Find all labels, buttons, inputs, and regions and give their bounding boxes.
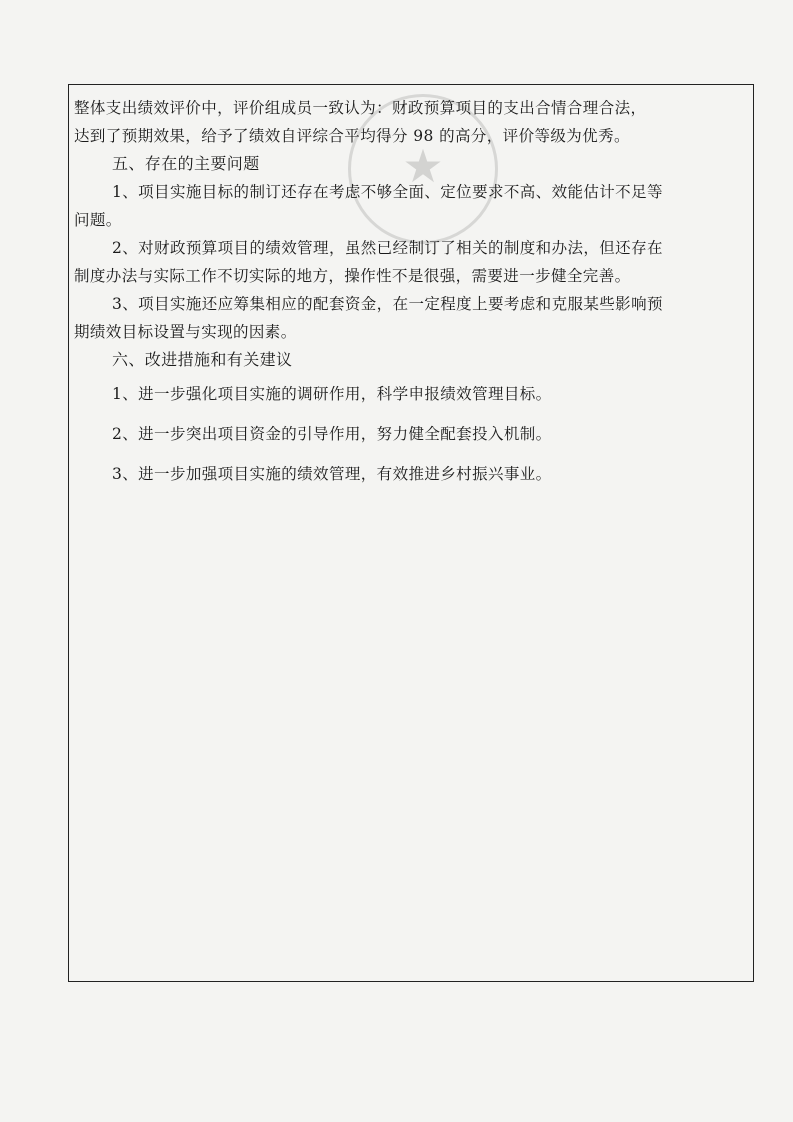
section-heading-suggestions: 六、改进措施和有关建议 [112, 350, 293, 369]
section-heading-problems: 五、存在的主要问题 [112, 154, 260, 173]
paragraph-line: 整体支出绩效评价中，评价组成员一致认为：财政预算项目的支出合情合理合法， [74, 99, 647, 117]
problem-item-1: 1、项目实施目标的制订还存在考虑不够全面、定位要求不高、效能估计不足等 [112, 183, 663, 201]
problem-item-2: 2、对财政预算项目的绩效管理，虽然已经制订了相关的制度和办法，但还存在 [112, 239, 663, 257]
suggestion-item-1: 1、进一步强化项目实施的调研作用，科学申报绩效管理目标。 [112, 385, 552, 403]
problem-item-3-cont: 期绩效目标设置与实现的因素。 [74, 323, 297, 341]
seal-star-icon: ★ [402, 139, 444, 193]
suggestion-item-2: 2、进一步突出项目资金的引导作用，努力健全配套投入机制。 [112, 425, 552, 443]
problem-item-1-cont: 问题。 [74, 211, 122, 229]
paragraph-line: 达到了预期效果，给予了绩效自评综合平均得分 98 的高分，评价等级为优秀。 [74, 127, 630, 145]
problem-item-2-cont: 制度办法与实际工作不切实际的地方，操作性不是很强，需要进一步健全完善。 [74, 267, 631, 285]
suggestion-item-3: 3、进一步加强项目实施的绩效管理，有效推进乡村振兴事业。 [112, 465, 552, 483]
document-body [74, 94, 734, 494]
problem-item-3: 3、项目实施还应筹集相应的配套资金，在一定程度上要考虑和克服某些影响预 [112, 295, 663, 313]
